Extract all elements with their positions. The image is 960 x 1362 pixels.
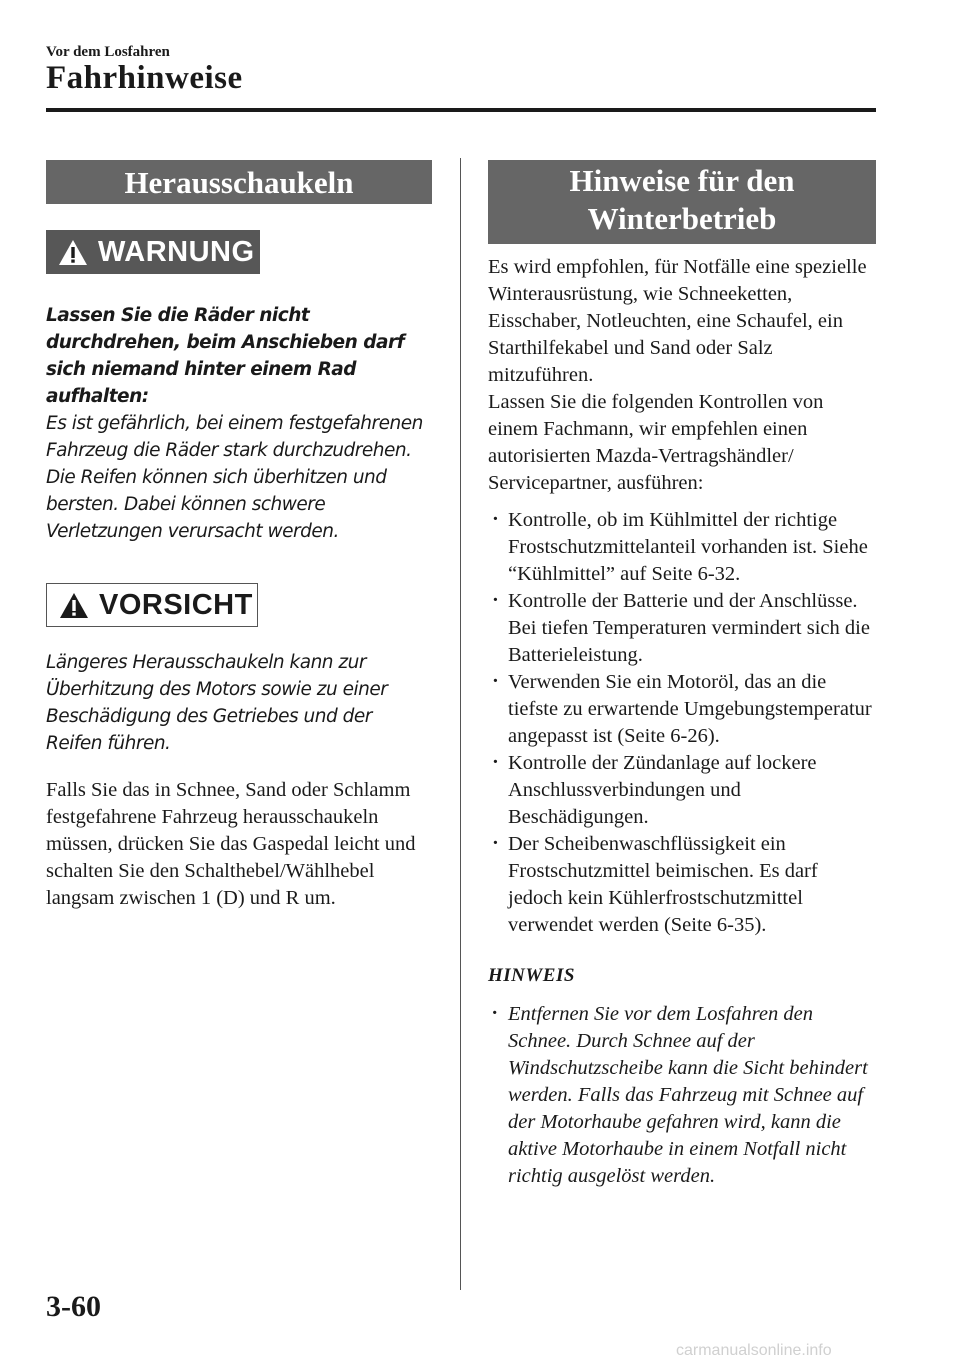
warning-body: Es ist gefährlich, bei einem festgefahrenen Fahrzeug die Räder stark durchzudrehen. Die Reifen können sich überhitzen und bersten. Dabei können schwere Verletzungen verursacht werden. (46, 413, 423, 542)
right-column (488, 160, 876, 1190)
warning-text (46, 302, 432, 545)
caution-text: Längeres Herausschaukeln kann zur Überhitzung des Motors sowie zu einer Beschädigung des Getriebes und der Reifen führen. (46, 652, 388, 754)
warning-label-text: WARNUNG (98, 235, 255, 268)
header-rule (46, 108, 876, 112)
section-title-winterbetrieb: Hinweise für den Winterbetrieb (488, 160, 876, 244)
warning-label (46, 230, 260, 274)
winter-intro-1: Es wird empfohlen, für Notfälle eine spezielle Winterausrüstung, wie Schneeketten, Eisschaber, Notleuchten, eine Schaufel, ein Starthilfekabel und Sand oder Salz mitzuführen. (488, 256, 867, 386)
list-item: · Kontrolle der Zündanlage auf lockere Anschlussverbindungen und Beschädigungen. (488, 750, 876, 831)
column-divider (460, 158, 461, 1290)
list-item: · Kontrolle, ob im Kühlmittel der richtige Frostschutzmittelanteil vorhanden ist. Siehe “Kühlmittel” auf Seite 6-32. (488, 507, 876, 588)
caution-label (46, 583, 258, 627)
section-title-herausschaukeln: Herausschaukeln (46, 160, 432, 204)
left-column (46, 160, 432, 912)
running-head: Vor dem Losfahren (46, 44, 170, 60)
winter-checklist (488, 507, 876, 939)
note-heading: HINWEIS (488, 965, 575, 986)
note-list (488, 1001, 876, 1190)
note-item: · Entfernen Sie vor dem Losfahren den Schnee. Durch Schnee auf der Windschutzscheibe kann die Sicht behindert werden. Falls das Fahrzeug mit Schnee auf der Motorhaube gefahren wird, kann die aktive Motorhaube in einem Notfall nicht richtig ausgelöst werden. (488, 1001, 876, 1190)
watermark: carmanualsonline.info (676, 1342, 832, 1359)
herausschaukeln-body: Falls Sie das in Schnee, Sand oder Schlamm festgefahrene Fahrzeug herausschaukeln müssen, drücken Sie das Gaspedal leicht und schalten Sie den Schalthebel/Wählhebel langsam zwischen 1 (D) und R um. (46, 779, 416, 909)
winter-intro-2: Lassen Sie die folgenden Kontrollen von einem Fachmann, wir empfehlen einen autorisierten Mazda-Vertragshändler/ Servicepartner, ausführen: (488, 391, 824, 494)
list-item: · Kontrolle der Batterie und der Anschlüsse. Bei tiefen Temperaturen vermindert sich die Batterieleistung. (488, 588, 876, 669)
warning-triangle-icon (58, 239, 88, 266)
list-item: · Verwenden Sie ein Motoröl, das an die tiefste zu erwartende Umgebungstemperatur angepasst ist (Seite 6-26). (488, 669, 876, 750)
chapter-title: Fahrhinweise (46, 60, 243, 96)
page-number: 3-60 (46, 1290, 101, 1323)
caution-label-text: VORSICHT (99, 588, 253, 621)
warning-bold-lead: Lassen Sie die Räder nicht durchdrehen, beim Anschieben darf sich niemand hinter einem Rad aufhalten: (46, 305, 405, 407)
list-item: · Der Scheibenwaschflüssigkeit ein Frostschutzmittel beimischen. Es darf jedoch kein Kühlerfrostschutzmittel verwendet werden (Seite 6-35). (488, 831, 876, 939)
caution-triangle-icon (59, 592, 89, 619)
